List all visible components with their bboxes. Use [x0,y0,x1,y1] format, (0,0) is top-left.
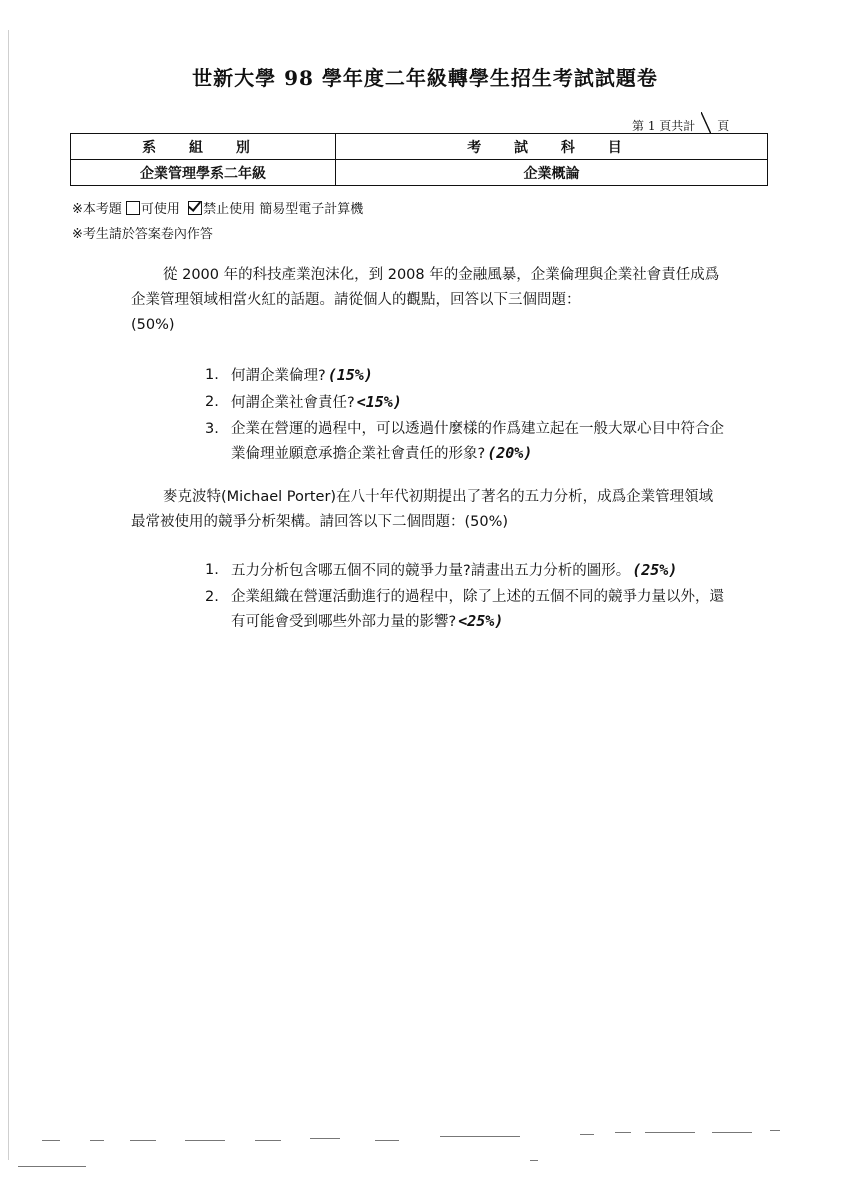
question-number: 1. [205,367,219,383]
scan-artifact [645,1132,695,1133]
question-text: 企業在營運的過程中，可以透過什麼樣的作爲建立起在一般大眾心目中符合企業倫理並願意承擔企業社會責任的形象? [231,421,724,462]
department-value: 企業管理學系二年級 [71,160,336,186]
exam-title: 世新大學 98 學年度二年級轉學生招生考試試題卷 [192,66,658,90]
scan-artifact [130,1140,156,1141]
section1-percent: (50%) [131,317,175,333]
section2-intro: 麥克波特(Michael Porter)在八十年代初期提出了著名的五力分析，成爲企業管理領域最常被使用的競爭分析架構。請回答以下二個問題：(50%) [131,489,714,530]
allowed-checkbox [126,201,140,215]
page-info-prefix: 第 1 頁共計 [632,119,696,133]
exam-header-table [70,133,768,186]
scan-artifact [18,1166,86,1167]
subject-column-header: 考 試 科 目 [336,134,768,160]
page-info [632,108,729,134]
list-item [205,585,725,634]
list-item [205,417,725,466]
section1-intro [131,263,721,338]
question-text: 何謂企業社會責任? [231,395,355,411]
calculator-note [72,198,363,217]
handwritten-score: (25%) [632,561,678,579]
list-item [205,558,725,583]
scan-artifact [185,1140,225,1141]
forbidden-checkbox [188,201,202,215]
scan-artifact [440,1136,520,1137]
scan-artifact [90,1140,104,1141]
handwritten-score: <15%) [356,393,402,411]
forbidden-label: 禁止使用 [203,202,256,217]
page-info-suffix: 頁 [717,119,730,133]
list-item [205,390,725,415]
allowed-label: 可使用 [140,202,180,217]
calculator-note-tail: 簡易型電子計算機 [259,202,364,217]
scan-artifact [770,1130,780,1131]
department-column-header: 系 組 別 [71,134,336,160]
scan-edge-line [8,30,9,1160]
answer-sheet-note: ※考生請於答案卷內作答 [72,227,213,242]
list-item [205,363,725,388]
handwritten-score: (15%) [327,366,373,384]
question-text: 五力分析包含哪五個不同的競爭力量?請畫出五力分析的圖形。 [231,563,631,579]
question-text: 企業組織在營運活動進行的過程中，除了上述的五個不同的競爭力量以外，還有可能會受到哪些外部力量的影響? [231,589,724,630]
question-number: 3. [205,421,219,437]
subject-value: 企業概論 [336,160,768,186]
scan-artifact [375,1140,399,1141]
scan-artifact [42,1140,60,1141]
scan-artifact [255,1140,281,1141]
section2-question-list [205,558,725,636]
scan-artifact [712,1132,752,1133]
handwritten-score: <25%) [458,612,504,630]
scan-artifact [615,1132,631,1133]
calculator-note-lead: ※本考題 [72,202,122,217]
question-number: 2. [205,394,219,410]
question-number: 1. [205,562,219,578]
section1-intro-text: 從 2000 年的科技產業泡沫化，到 2008 年的金融風暴，企業倫理與企業社會責任成爲企業管理領域相當火紅的話題。請從個人的觀點，回答以下三個問題： [131,267,720,308]
scan-artifact [580,1134,594,1135]
scan-artifact [530,1160,538,1161]
scan-artifact [310,1138,340,1139]
handwritten-slash-mark [701,112,711,134]
handwritten-score: (20%) [487,444,533,462]
question-number: 2. [205,589,219,605]
section1-question-list [205,363,725,468]
question-text: 何謂企業倫理? [231,368,326,384]
